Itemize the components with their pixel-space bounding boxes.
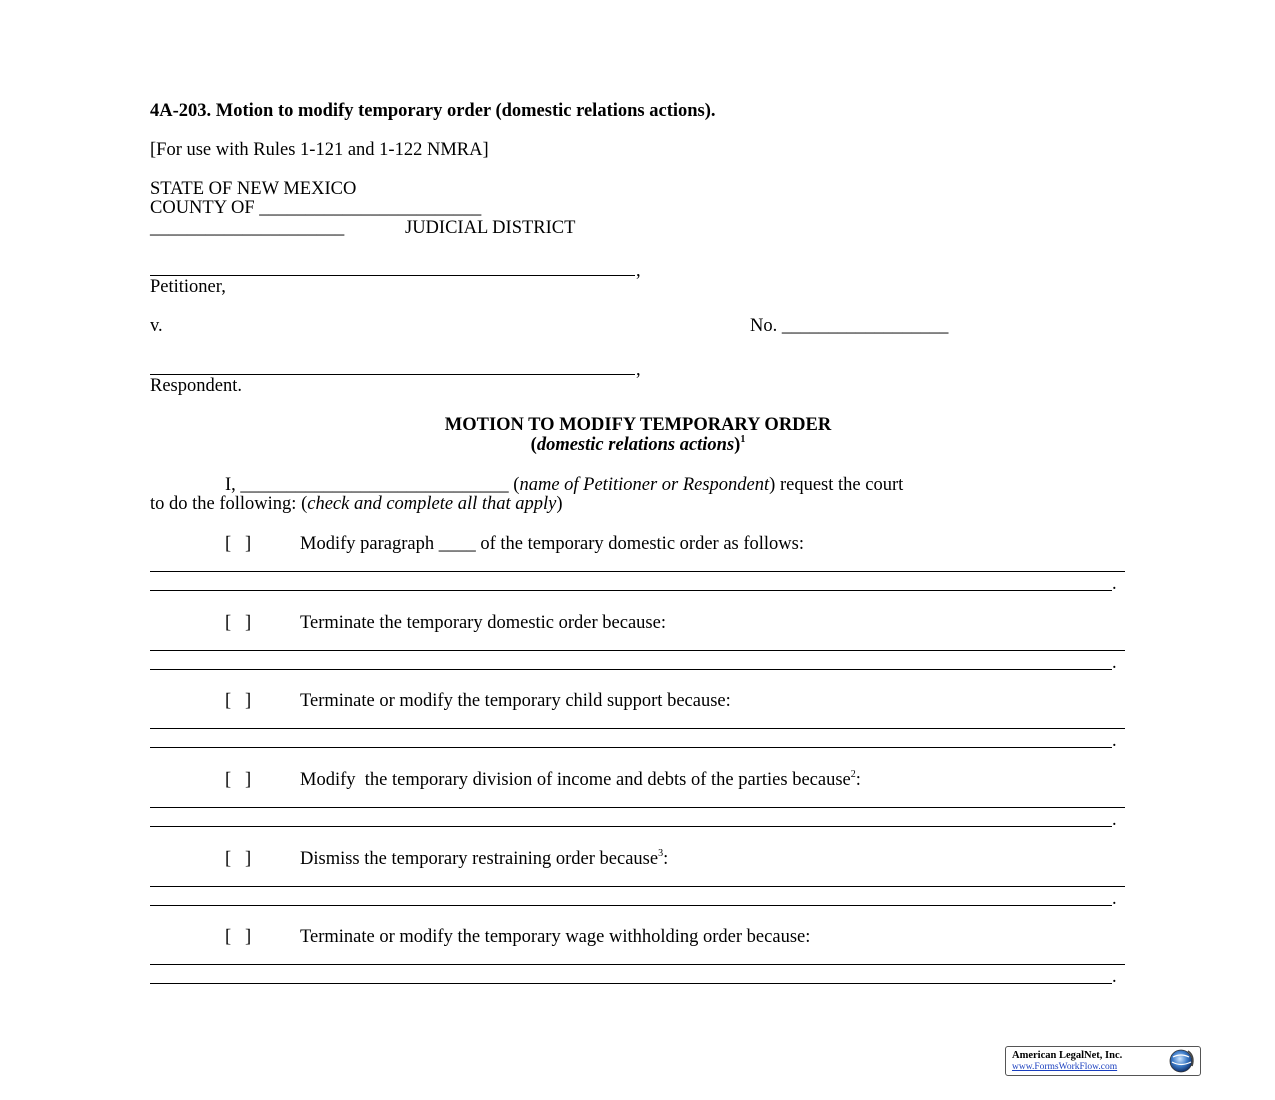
option-1-period: . [1112, 574, 1117, 594]
logo-url-link[interactable]: www.FormsWorkFlow.com [1012, 1062, 1118, 1072]
option-3-period: . [1112, 731, 1117, 751]
option-6-period: . [1112, 967, 1117, 987]
option-1-line-2[interactable] [150, 590, 1112, 591]
footnote-marker-1: 1 [740, 434, 746, 445]
option-2-period: . [1112, 653, 1117, 673]
form-heading: 4A-203. Motion to modify temporary order (domestic relations actions). [150, 101, 716, 121]
petitioner-comma: , [636, 261, 641, 281]
option-2-checkbox[interactable]: [ ] [225, 613, 252, 633]
globe-icon [1166, 1048, 1196, 1074]
option-6-line-1[interactable] [150, 964, 1125, 965]
respondent-name-line[interactable] [150, 374, 635, 375]
option-6-checkbox[interactable]: [ ] [225, 927, 252, 947]
option-1-text: Modify paragraph ____ of the temporary domestic order as follows: [300, 534, 804, 554]
option-2-line-2[interactable] [150, 669, 1112, 670]
intro-line-1: I, _____________________________ (name of Petitioner or Respondent) request the court [225, 475, 904, 495]
option-4-text: Modify the temporary division of income and debts of the parties because$^2$: [300, 769, 861, 790]
option-4-period: . [1112, 810, 1117, 830]
district-blank[interactable]: _____________________ [150, 218, 345, 238]
footnote-marker-3: 3 [658, 848, 664, 859]
option-5-checkbox[interactable]: [ ] [225, 849, 252, 869]
intro-line-2: to do the following: (check and complete all that apply) [150, 494, 563, 514]
versus-label: v. [150, 316, 163, 336]
respondent-label: Respondent. [150, 376, 242, 396]
footnote-marker-2: 2 [850, 769, 856, 780]
state-label: STATE OF NEW MEXICO [150, 179, 357, 199]
option-5-line-1[interactable] [150, 886, 1125, 887]
option-4-checkbox[interactable]: [ ] [225, 770, 252, 790]
rules-note: [For use with Rules 1-121 and 1-122 NMRA] [150, 140, 489, 160]
petitioner-label: Petitioner, [150, 277, 226, 297]
petitioner-name-line[interactable] [150, 275, 635, 276]
option-3-line-1[interactable] [150, 728, 1125, 729]
form-subtitle: (domestic relations actions)$^1$ [530, 434, 746, 455]
district-label: JUDICIAL DISTRICT [405, 218, 576, 238]
option-2-line-1[interactable] [150, 650, 1125, 651]
option-2-text: Terminate the temporary domestic order because: [300, 613, 666, 633]
option-1-checkbox[interactable]: [ ] [225, 534, 252, 554]
option-3-line-2[interactable] [150, 747, 1112, 748]
respondent-comma: , [636, 360, 641, 380]
option-5-period: . [1112, 889, 1117, 909]
case-number-field[interactable]: No. __________________ [750, 316, 949, 336]
option-4-line-1[interactable] [150, 807, 1125, 808]
option-1-line-1[interactable] [150, 571, 1125, 572]
option-3-text: Terminate or modify the temporary child support because: [300, 691, 731, 711]
option-5-line-2[interactable] [150, 905, 1112, 906]
option-5-text: Dismiss the temporary restraining order because$^3$: [300, 848, 669, 869]
option-6-text: Terminate or modify the temporary wage withholding order because: [300, 927, 811, 947]
county-field[interactable]: COUNTY OF ________________________ [150, 198, 482, 218]
form-title: MOTION TO MODIFY TEMPORARY ORDER [444, 415, 832, 435]
option-3-checkbox[interactable]: [ ] [225, 691, 252, 711]
option-6-line-2[interactable] [150, 983, 1112, 984]
option-4-line-2[interactable] [150, 826, 1112, 827]
logo-company-name: American LegalNet, Inc. [1012, 1050, 1123, 1061]
american-legalnet-logo[interactable] [1005, 1046, 1201, 1076]
